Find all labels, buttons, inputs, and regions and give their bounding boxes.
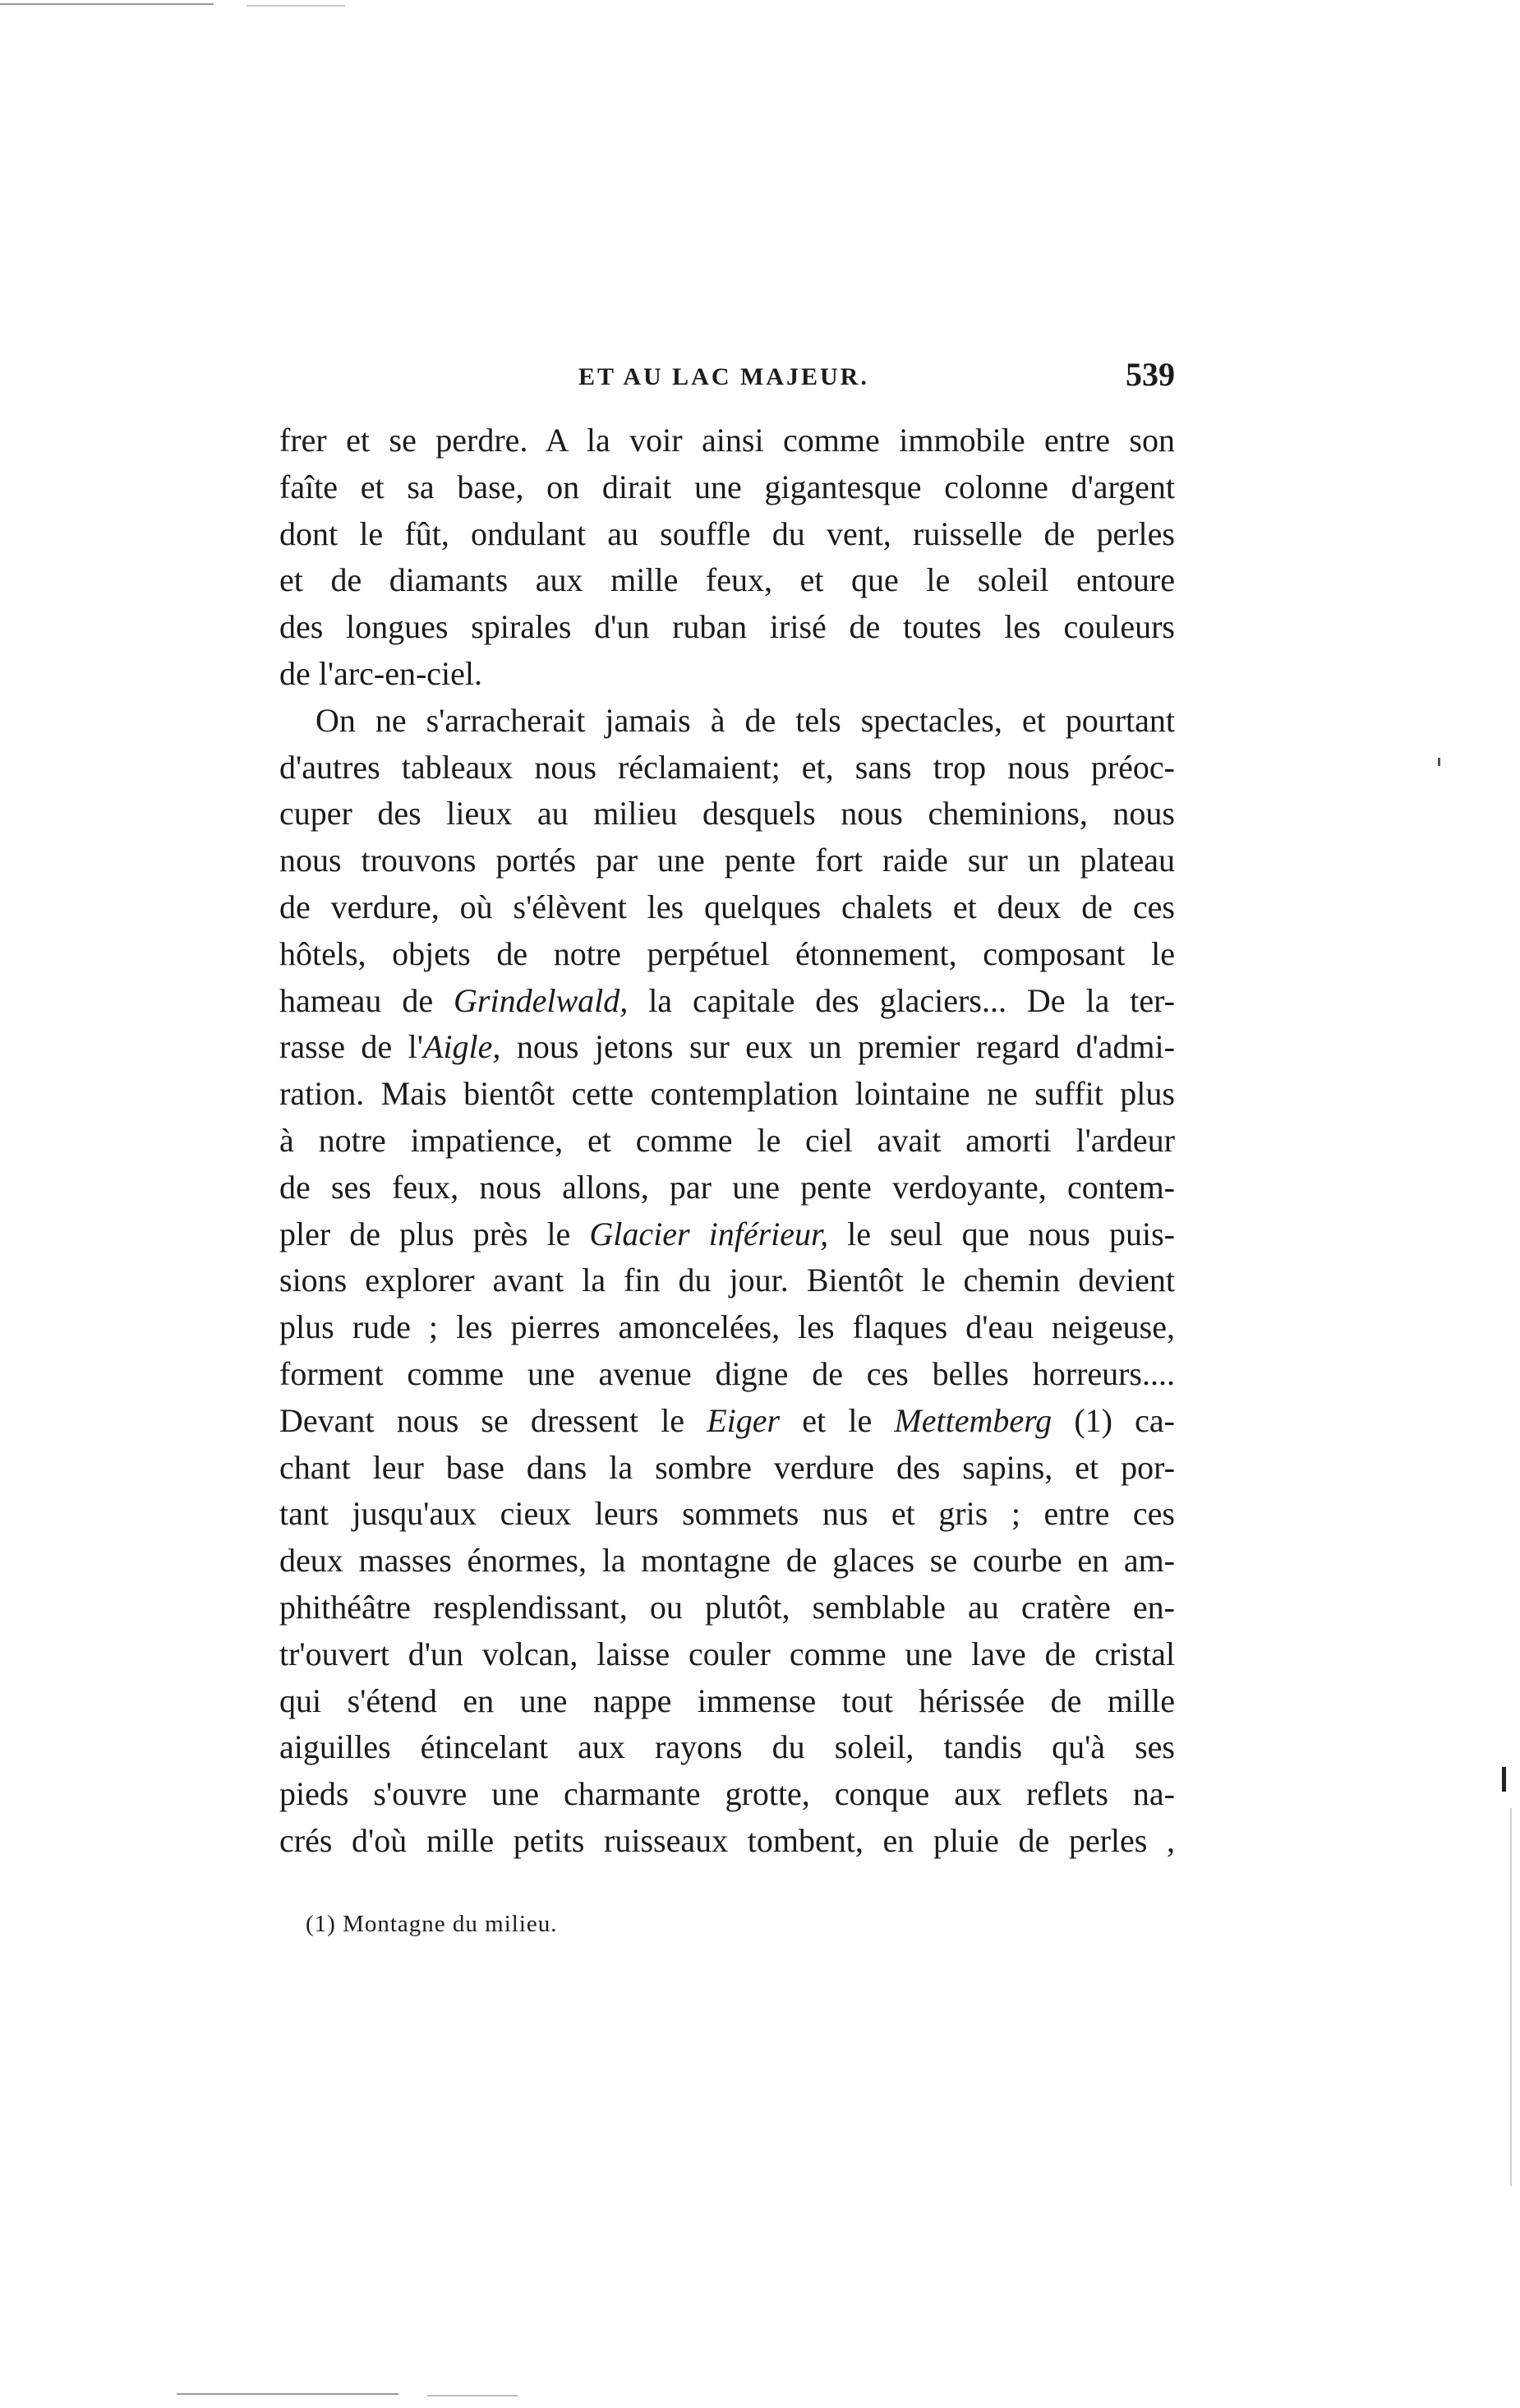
- margin-line: [1510, 1808, 1512, 2186]
- text-line: de ses feux, nous allons, par une pente verdoyante, contem-: [279, 1168, 1175, 1206]
- italic-place-name: Mettemberg: [894, 1401, 1052, 1439]
- text-line: On ne s'arracherait jamais à de tels spectacles, et pourtant: [316, 701, 1175, 739]
- scan-edge-rule-bottom: [177, 2393, 398, 2395]
- paragraph: [279, 417, 1175, 698]
- text-line: dont le fût, ondulant au souffle du vent, ruisselle de perles: [279, 514, 1175, 552]
- body-text: [279, 417, 1175, 1865]
- text-line: qui s'étend en une nappe immense tout hérissée de mille: [279, 1681, 1175, 1719]
- text-line: frer et se perdre. A la voir ainsi comme immobile entre son: [279, 422, 1175, 459]
- text-line: à notre impatience, et comme le ciel avait amorti l'ardeur: [279, 1121, 1175, 1159]
- footnote: (1) Montagne du milieu.: [306, 1911, 558, 1937]
- text-line: de l'arc-en-ciel.: [279, 654, 483, 692]
- italic-place-name: Grindelwald,: [454, 981, 629, 1019]
- text-line: pler de plus près le Glacier inférieur, le seul que nous puis-: [279, 1215, 1175, 1252]
- italic-place-name: Eiger: [707, 1401, 781, 1439]
- text-line: ration. Mais bientôt cette contemplation lointaine ne suffit plus: [279, 1075, 1175, 1113]
- text-line: hameau de Grindelwald, la capitale des glaciers... De la ter-: [279, 981, 1175, 1019]
- text-line: deux masses énormes, la montagne de glaces se courbe en am-: [279, 1542, 1175, 1580]
- text-line: rasse de l'Aigle, nous jetons sur eux un premier regard d'admi-: [279, 1028, 1175, 1066]
- text-line: des longues spirales d'un ruban irisé de toutes les couleurs: [279, 608, 1175, 646]
- text-line: sions explorer avant la fin du jour. Bientôt le chemin devient: [279, 1262, 1175, 1299]
- text-line: tr'ouvert d'un volcan, laisse couler comme une lave de cristal: [279, 1635, 1175, 1672]
- text-line: de verdure, où s'élèvent les quelques chalets et deux de ces: [279, 888, 1175, 925]
- page-header: [279, 355, 1175, 404]
- text-line: aiguilles étincelant aux rayons du soleil, tandis qu'à ses: [279, 1728, 1175, 1766]
- text-line: hôtels, objets de notre perpétuel étonnement, composant le: [279, 934, 1175, 972]
- text-line: faîte et sa base, on dirait une gigantesque colonne d'argent: [279, 468, 1175, 505]
- paragraph: [279, 698, 1175, 1865]
- scan-edge-rule-top-right: [246, 5, 345, 7]
- text-line: crés d'où mille petits ruisseaux tombent, en pluie de perles ,: [279, 1821, 1175, 1859]
- italic-place-name: Aigle,: [422, 1028, 501, 1066]
- margin-bracket: [1502, 1767, 1506, 1792]
- text-line: nous trouvons portés par une pente fort raide sur un plateau: [279, 842, 1175, 879]
- text-line: cuper des lieux au milieu desquels nous cheminions, nous: [279, 795, 1175, 833]
- text-line: pieds s'ouvre une charmante grotte, conque aux reflets na-: [279, 1775, 1175, 1813]
- running-head: ET AU LAC MAJEUR.: [578, 363, 869, 390]
- text-line: Devant nous se dressent le Eiger et le Mettemberg (1) ca-: [279, 1401, 1175, 1439]
- text-line: et de diamants aux mille feux, et que le soleil entoure: [279, 561, 1175, 599]
- page-number: 539: [1126, 356, 1175, 393]
- scan-edge-rule-top: [0, 3, 214, 5]
- text-line: chant leur base dans la sombre verdure des sapins, et por-: [279, 1448, 1175, 1486]
- margin-speck: [1438, 758, 1440, 766]
- text-line: d'autres tableaux nous réclamaient; et, sans trop nous préoc-: [279, 748, 1175, 786]
- scan-edge-rule-bottom-2: [427, 2395, 518, 2396]
- text-line: plus rude ; les pierres amoncelées, les flaques d'eau neigeuse,: [279, 1308, 1175, 1346]
- text-line: forment comme une avenue digne de ces belles horreurs....: [279, 1354, 1175, 1392]
- italic-place-name: Glacier inférieur,: [589, 1215, 829, 1252]
- text-line: tant jusqu'aux cieux leurs sommets nus et gris ; entre ces: [279, 1495, 1175, 1533]
- text-line: phithéâtre resplendissant, ou plutôt, semblable au cratère en-: [279, 1588, 1175, 1626]
